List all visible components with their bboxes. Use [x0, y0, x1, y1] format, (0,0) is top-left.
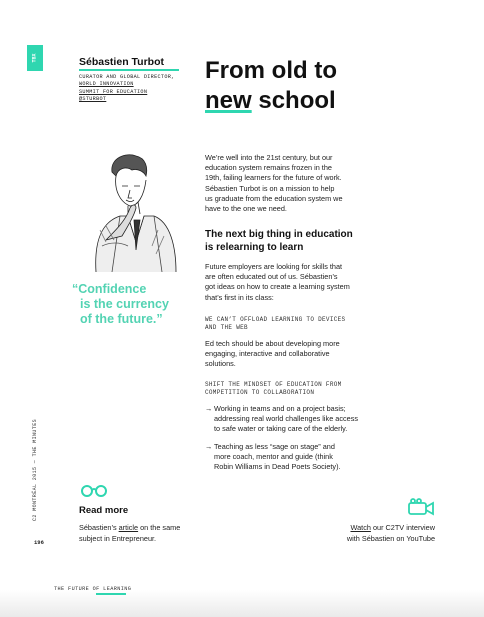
author-handle[interactable]: @STURBOT: [79, 95, 107, 102]
paragraph-line: got ideas on how to create a learning system: [205, 282, 350, 292]
glasses-icon: [80, 484, 108, 498]
quote-line: of the future.”: [80, 312, 163, 326]
skills-paragraph: [205, 262, 350, 303]
author-credentials: [79, 74, 175, 103]
subheading-line: The next big thing in education: [205, 229, 353, 240]
author-role: CURATOR AND GLOBAL DIRECTOR,: [79, 74, 175, 80]
watch-text-post: our C2TV interview: [370, 523, 435, 532]
section-tab-label: TBX: [31, 53, 38, 63]
page-edge-shadow: [0, 590, 484, 617]
mono-line: COMPETITION TO COLLABORATION: [205, 389, 315, 396]
mono-line: AND THE WEB: [205, 324, 248, 331]
mono-line: SHIFT THE MINDSET OF EDUCATION FROM: [205, 381, 342, 388]
intro-line: us graduate from the education system we: [205, 193, 343, 203]
watch-interview-text: [347, 523, 435, 544]
title-line-1: From old to: [205, 57, 337, 84]
author-org-line1: WORLD INNOVATION: [79, 81, 134, 88]
page-number: 196: [34, 539, 44, 546]
quote-line: “Confidence: [72, 282, 147, 296]
intro-line: have to the one we need.: [205, 204, 287, 214]
edtech-paragraph: [205, 339, 340, 370]
paragraph-line: that’s first in its class:: [205, 292, 274, 302]
pull-quote: [72, 282, 192, 327]
bullet-line: addressing real world challenges like access: [214, 414, 358, 424]
title-line-2: [205, 86, 337, 116]
intro-line: 19th, failing learners for the future of work.: [205, 173, 342, 183]
author-name: Sébastien Turbot: [79, 56, 164, 68]
bullet-line: Working in teams and on a project basis;: [214, 404, 346, 413]
bullet-line: more coach, mentor and guide (think: [214, 452, 333, 462]
video-camera-icon: [407, 498, 435, 516]
read-more-text-post: on the same: [138, 523, 181, 532]
section-tab: [27, 45, 43, 71]
footer-underline: [96, 593, 126, 595]
title-line-2-rest: school: [251, 87, 336, 114]
bullet-line: Robin Williams in Dead Poets Society).: [214, 462, 341, 472]
portrait-illustration: [76, 150, 180, 272]
read-more-text: [79, 523, 180, 544]
paragraph-line: are often educated out of us. Sébastien’s: [205, 272, 338, 282]
key-point-1-heading: [205, 316, 345, 332]
side-running-head: [28, 395, 40, 525]
paragraph-line: solutions.: [205, 359, 236, 369]
arrow-right-icon: →: [205, 404, 213, 413]
author-org-line2: SUMMIT FOR EDUCATION: [79, 88, 148, 95]
intro-line: Sébastien Turbot is on a mission to help: [205, 183, 335, 193]
subheading-line: is relearning to learn: [205, 241, 304, 253]
page-title: [205, 56, 337, 116]
arrow-right-icon: →: [205, 442, 213, 451]
intro-line: We’re well into the 21st century, but our: [205, 153, 333, 162]
article-link[interactable]: article: [118, 523, 139, 532]
paragraph-line: Future employers are looking for skills that: [205, 262, 343, 271]
side-running-head-text: C2 MONTRÉAL 2015 — THE MINUTES: [32, 418, 38, 521]
mono-line: WE CAN’T OFFLOAD LEARNING TO DEVICES: [205, 316, 346, 323]
section-subheading: [205, 229, 353, 254]
quote-line: is the currency: [80, 297, 169, 311]
read-more-text-pre: Sébastien’s: [79, 523, 119, 532]
intro-line: education system remains frozen in the: [205, 163, 332, 173]
watch-text-line2: with Sébastien on YouTube: [346, 533, 435, 543]
bullet-line: Teaching as less “sage on stage” and: [214, 442, 335, 451]
title-highlight: new: [205, 87, 252, 114]
intro-paragraph: [205, 153, 380, 214]
paragraph-line: engaging, interactive and collaborative: [205, 349, 330, 359]
watch-link[interactable]: Watch: [350, 523, 371, 532]
author-name-underline: [79, 69, 179, 71]
paragraph-line: Ed tech should be about developing more: [205, 339, 340, 348]
key-point-2-heading: [205, 381, 342, 397]
bullet-line: to safe water or taking care of the elderly.: [214, 424, 348, 434]
footer-title: THE FUTURE OF LEARNING: [54, 586, 132, 592]
read-more-heading: Read more: [79, 505, 129, 516]
read-more-text-line2: subject in Entrepreneur.: [79, 533, 157, 543]
